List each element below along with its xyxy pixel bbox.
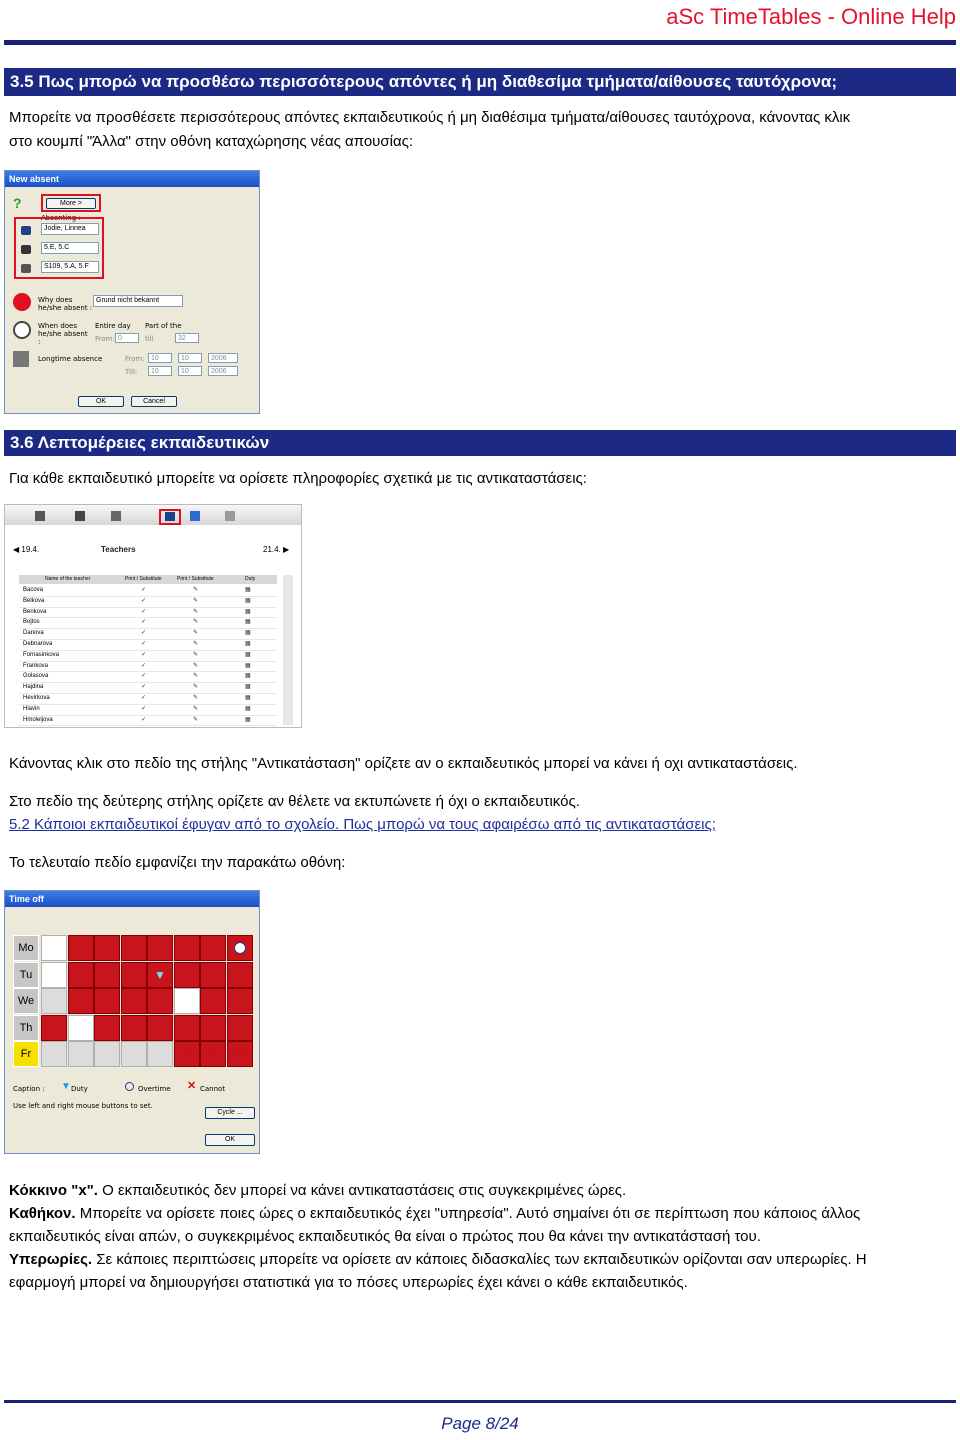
no-entry-icon <box>13 293 31 311</box>
legend-duty-line2: εκπαιδευτικός είναι απών, ο συγκεκριμένος εκπαιδευτικός θα είναι ο πρώτος που θα κάνει την αντικατάστασή του. <box>9 1228 761 1245</box>
timeoff-cell[interactable] <box>147 1041 173 1067</box>
timeoff-cell[interactable] <box>68 1041 94 1067</box>
from-label: From: <box>95 335 115 343</box>
timeoff-cell[interactable] <box>174 988 200 1014</box>
section-3-5-body-line2: στο κουμπί "Άλλα" στην οθόνη καταχώρησης νέας απουσίας: <box>9 133 414 150</box>
substitute-check-icon[interactable]: ✓ <box>141 673 147 680</box>
print-check-icon[interactable]: ✎ <box>193 705 199 712</box>
timeoff-cell[interactable] <box>41 1015 67 1041</box>
cycle-button[interactable]: Cycle ... <box>205 1107 255 1119</box>
legend-duty-title: Καθήκον. <box>9 1205 76 1222</box>
duty-grid-icon[interactable]: ▦ <box>245 608 251 615</box>
print-check-icon[interactable]: ✎ <box>193 673 199 680</box>
substitute-check-icon[interactable]: ✓ <box>141 705 147 712</box>
timeoff-cell[interactable] <box>227 1015 253 1041</box>
footer-rule <box>4 1400 956 1403</box>
duty-grid-icon[interactable]: ▦ <box>245 597 251 604</box>
cannot-icon: ✕ <box>187 1080 197 1092</box>
legend-red-x-title: Κόκκινο "x". <box>9 1182 98 1199</box>
cancel-button[interactable]: Cancel <box>131 396 177 407</box>
timeoff-cell[interactable] <box>41 988 67 1014</box>
print-check-icon[interactable]: ✎ <box>193 695 199 701</box>
ok-button[interactable]: OK <box>78 396 124 407</box>
day-label-fr: Fr <box>13 1041 39 1067</box>
question-icon: ? <box>13 195 22 211</box>
section-3-6-p3: Το τελευταίο πεδίο εμφανίζει την παρακάτω οθόνη: <box>9 854 346 871</box>
print-check-icon[interactable]: ✎ <box>193 587 199 593</box>
table-row[interactable] <box>19 715 277 727</box>
class-icon <box>21 245 31 254</box>
next-day-button[interactable]: 21.4. ▶ <box>263 545 290 554</box>
timeoff-cell[interactable] <box>41 935 67 961</box>
brand-title: aSc TimeTables - Online Help <box>666 4 956 29</box>
teacher-name: Bacova <box>23 587 44 593</box>
scrollbar[interactable] <box>283 575 293 725</box>
day-label-th: Th <box>13 1015 39 1041</box>
duty-icon: ▼ <box>61 1081 71 1092</box>
lt-month-till[interactable]: 10 <box>178 366 202 376</box>
section-3-6-intro: Για κάθε εκπαιδευτικό μπορείτε να ορίσετε πληροφορίες σχετικά με τις αντικαταστάσεις: <box>9 470 587 487</box>
timeoff-cell[interactable] <box>147 988 173 1014</box>
lt-day-from[interactable]: 10 <box>148 353 172 363</box>
timeoff-cell[interactable] <box>68 935 94 961</box>
teacher-name: Debnarova <box>23 641 53 647</box>
substitute-check-icon[interactable]: ✓ <box>141 695 147 701</box>
teacher-name: Fornasinkova <box>23 651 60 658</box>
duty-grid-icon[interactable]: ▦ <box>245 630 251 637</box>
calendar-icon <box>13 351 29 367</box>
timeoff-cell[interactable] <box>200 1041 226 1067</box>
substitute-check-icon[interactable]: ✓ <box>141 619 147 626</box>
timeoff-cell[interactable] <box>174 935 200 961</box>
timeoff-cell[interactable] <box>147 1015 173 1041</box>
teachers-title: Teachers <box>101 545 136 554</box>
duty-grid-icon[interactable]: ▦ <box>245 662 251 669</box>
cannot-icon: ✕ <box>180 1046 193 1062</box>
substitute-check-icon[interactable]: ✓ <box>141 641 147 647</box>
till-select[interactable]: 32 <box>175 333 199 343</box>
overtime-icon <box>234 942 246 954</box>
timeoff-cell[interactable] <box>41 962 67 988</box>
prev-day-button[interactable]: ◀ 19.4. <box>13 545 40 554</box>
absenting-item-1[interactable]: Jodie, Linnea <box>41 223 99 235</box>
substitute-check-icon[interactable]: ✓ <box>141 651 147 658</box>
legend-duty-text1: Μπορείτε να ορίσετε ποιες ώρες ο εκπαιδευτικός έχει "υπηρεσία". Αυτό σημαίνει ότι σε περίπτωση που κάποιος άλλος <box>79 1205 861 1222</box>
more-button[interactable]: More > <box>46 198 96 209</box>
section-3-6-p2: Στο πεδίο της δεύτερης στήλης ορίζετε αν θέλετε να εκτυπώνετε ή όχι ο εκπαιδευτικός. <box>9 793 580 810</box>
timeoff-cell[interactable] <box>94 935 120 961</box>
col-print-header-1: Print / Substitute <box>125 576 162 582</box>
col-name-header: Name of the teacher <box>45 576 91 582</box>
cannot-label: Cannot <box>200 1085 226 1093</box>
lt-month-from[interactable]: 10 <box>178 353 202 363</box>
timeoff-cell[interactable] <box>200 962 226 988</box>
print-check-icon[interactable]: ✎ <box>193 662 199 669</box>
till-label: till <box>145 335 154 343</box>
longtime-checkbox[interactable]: Longtime absence <box>38 355 103 363</box>
print-check-icon[interactable]: ✎ <box>193 651 199 658</box>
teachers-window <box>4 504 302 728</box>
toolbar-icon-1[interactable] <box>35 511 45 521</box>
teacher-name: Hevirkova <box>23 695 50 701</box>
timeoff-cell[interactable] <box>121 1041 147 1067</box>
legend-overtime <box>9 1248 867 1271</box>
duty-grid-icon[interactable]: ▦ <box>245 587 251 593</box>
timeoff-cell[interactable] <box>174 1041 200 1067</box>
day-label-tu: Tu <box>13 962 39 988</box>
timeoff-cell[interactable] <box>121 935 147 961</box>
cannot-icon: ✕ <box>233 1046 246 1062</box>
time-off-dialog <box>4 890 260 1154</box>
timeoff-cell[interactable] <box>200 1015 226 1041</box>
timeoff-cell[interactable] <box>147 962 173 988</box>
col-print-header-2: Print / Substitute <box>177 576 214 582</box>
timeoff-cell[interactable] <box>68 988 94 1014</box>
overtime-label: Overtime <box>138 1085 171 1093</box>
timeoff-cell[interactable] <box>121 962 147 988</box>
print-check-icon[interactable]: ✎ <box>193 619 199 626</box>
legend-duty <box>9 1202 860 1225</box>
duty-grid-icon[interactable]: ▦ <box>245 651 251 658</box>
timeoff-cell[interactable] <box>227 988 253 1014</box>
toolbar-icon-6[interactable] <box>225 511 235 521</box>
legend-ot-title: Υπερωρίες. <box>9 1251 93 1268</box>
duty-icon: ▼ <box>154 967 166 982</box>
print-check-icon[interactable]: ✎ <box>193 684 199 691</box>
lt-from-label: From: <box>125 355 145 363</box>
timeoff-cell[interactable] <box>41 1041 67 1067</box>
teacher-name: Bojtos <box>23 619 40 626</box>
legend-ot-text1: Σε κάποιες περιπτώσεις μπορείτε να ορίσετε αν κάποιες διδασκαλίες των εκπαιδευτικών ορίζονται σαν υπερωρίες. Η <box>96 1251 867 1268</box>
part-of-day-radio[interactable]: Part of the <box>145 322 182 330</box>
lt-year-till[interactable]: 2006 <box>208 366 238 376</box>
clock-icon <box>13 321 31 339</box>
date-right: 21.4. <box>263 545 281 554</box>
lt-till-label: Till: <box>125 368 138 376</box>
timeoff-cell[interactable] <box>121 1015 147 1041</box>
timeoff-cell[interactable] <box>227 935 253 961</box>
substitute-check-icon[interactable]: ✓ <box>141 716 147 723</box>
reason-select[interactable]: Grund nicht bekannt <box>93 295 183 307</box>
substitute-check-icon[interactable]: ✓ <box>141 608 147 615</box>
teacher-name: Golasova <box>23 673 49 680</box>
timeoff-cell[interactable] <box>94 1015 120 1041</box>
timeoff-cell[interactable] <box>174 1015 200 1041</box>
timeoff-cell[interactable] <box>200 988 226 1014</box>
timeoff-cell[interactable] <box>227 1041 253 1067</box>
timeoff-cell[interactable] <box>68 962 94 988</box>
from-select[interactable]: 0 <box>115 333 139 343</box>
substitute-icon[interactable] <box>165 512 175 521</box>
timeoff-cell[interactable] <box>174 962 200 988</box>
print-check-icon[interactable]: ✎ <box>193 641 199 647</box>
duty-grid-icon[interactable]: ▦ <box>245 673 251 680</box>
timeoff-cell[interactable] <box>147 935 173 961</box>
section-3-5-heading: 3.5 Πως μπορώ να προσθέσω περισσότερους απόντες ή μη διαθεσίμα τμήματα/αίθουσες ταυτόχρονα; <box>4 68 956 96</box>
mouse-hint: Use left and right mouse buttons to set. <box>13 1102 153 1110</box>
section-3-6-p1: Κάνοντας κλικ στο πεδίο της στήλης "Αντικατάσταση" ορίζετε αν ο εκπαιδευτικός μπορεί να κάνει ή οχι αντικαταστάσεις. <box>9 755 798 772</box>
date-left: 19.4. <box>21 545 40 554</box>
duty-label: Duty <box>71 1085 88 1093</box>
day-label-we: We <box>13 988 39 1014</box>
lt-day-till[interactable]: 10 <box>148 366 172 376</box>
legend-red-x-text: Ο εκπαιδευτικός δεν μπορεί να κάνει αντικαταστάσεις στις συγκεκριμένες ώρες. <box>102 1182 627 1199</box>
duty-grid-icon[interactable]: ▦ <box>245 641 251 647</box>
duty-grid-icon[interactable]: ▦ <box>245 684 251 691</box>
print-check-icon[interactable]: ✎ <box>193 630 199 637</box>
timeoff-cell[interactable] <box>200 935 226 961</box>
absenting-label: Absenting : <box>41 214 81 222</box>
toolbar-icon-3[interactable] <box>111 511 121 521</box>
teacher-name: Danova <box>23 630 44 637</box>
link-5-2[interactable]: 5.2 Κάποιοι εκπαιδευτικοί έφυγαν από το σχολείο. Πως μπορώ να τους αφαιρέσω από τις αντικαταστάσεις; <box>9 816 716 833</box>
new-absent-dialog <box>4 170 260 414</box>
teacher-icon <box>21 226 31 235</box>
timeoff-cell[interactable] <box>94 962 120 988</box>
substitute-check-icon[interactable]: ✓ <box>141 630 147 637</box>
teacher-name: Frankova <box>23 662 49 669</box>
print-check-icon[interactable]: ✎ <box>193 608 199 615</box>
toolbar-icon-5[interactable] <box>190 511 200 521</box>
substitute-check-icon[interactable]: ✓ <box>141 662 147 669</box>
timeoff-cell[interactable] <box>94 1041 120 1067</box>
teacher-name: Hmoleljova <box>23 716 53 723</box>
header-rule <box>4 40 956 45</box>
teachers-toolbar <box>5 505 301 525</box>
dialog-title: New absent <box>5 171 259 187</box>
caption-label: Caption : <box>13 1085 45 1093</box>
legend-overtime-line2: εφαρμογή μπορεί να δημιουργήσει στατιστικά για το πόσες υπερωρίες έχει κάνει ο κάθε εκπαιδευτικός. <box>9 1274 688 1291</box>
timeoff-title: Time off <box>5 891 259 907</box>
legend-red-x <box>9 1179 626 1202</box>
toolbar-icon-2[interactable] <box>75 511 85 521</box>
lt-year-from[interactable]: 2006 <box>208 353 238 363</box>
page-number: Page 8/24 <box>441 1414 519 1433</box>
teacher-name: Hajdina <box>23 684 44 691</box>
absenting-item-2[interactable]: 5.E, 5.C <box>41 242 99 254</box>
timeoff-ok-button[interactable]: OK <box>205 1134 255 1146</box>
section-3-6-heading: 3.6 Λεπτομέρειες εκπαιδευτικών <box>4 430 956 456</box>
overtime-icon <box>125 1082 134 1091</box>
timeoff-cell[interactable] <box>94 988 120 1014</box>
col-duty-header: Duty <box>245 576 256 582</box>
absenting-item-3[interactable]: S109, 5.A, 5.F <box>41 261 99 273</box>
table-header <box>19 575 277 584</box>
print-check-icon[interactable]: ✎ <box>193 597 199 604</box>
teacher-name: Belkova <box>23 597 45 604</box>
duty-grid-icon[interactable]: ▦ <box>245 716 251 723</box>
substitute-check-icon[interactable]: ✓ <box>141 684 147 691</box>
duty-grid-icon[interactable]: ▦ <box>245 619 251 626</box>
classroom-icon <box>21 264 31 273</box>
teacher-name: Benkova <box>23 608 47 615</box>
day-label-mo: Mo <box>13 935 39 961</box>
entire-day-radio[interactable]: Entire day <box>95 322 131 330</box>
duty-grid-icon[interactable]: ▦ <box>245 695 251 701</box>
timeoff-cell[interactable] <box>121 988 147 1014</box>
cannot-icon: ✕ <box>207 1046 219 1062</box>
duty-grid-icon[interactable]: ▦ <box>245 705 251 712</box>
when-label: When does he/she absent : <box>38 322 88 346</box>
print-check-icon[interactable]: ✎ <box>193 716 199 723</box>
substitute-check-icon[interactable]: ✓ <box>141 587 147 593</box>
substitute-check-icon[interactable]: ✓ <box>141 597 147 604</box>
timeoff-cell[interactable] <box>227 962 253 988</box>
section-3-5-body-line1: Μπορείτε να προσθέσετε περισσότερους απόντες εκπαιδευτικούς ή μη διαθέσιμα τμήματα/αίθουσες ταυτόχρονα, κάνοντας κλικ <box>9 109 851 126</box>
reason-label: Why does he/she absent : <box>38 296 93 312</box>
teacher-name: Hlavin <box>23 705 40 712</box>
timeoff-cell[interactable] <box>68 1015 94 1041</box>
